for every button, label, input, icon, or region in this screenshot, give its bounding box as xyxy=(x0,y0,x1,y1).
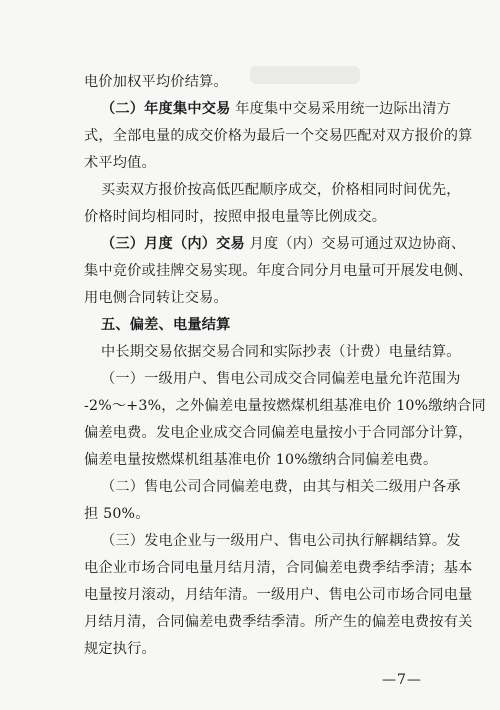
text-line: 电量按月滚动，月结年清。一级用户、售电公司市场合同电量 xyxy=(84,587,473,603)
text-line: 电价加权平均价结算。 xyxy=(84,74,228,90)
text-line: 中长期交易依据交易合同和实际抄表（计费）电量结算。 xyxy=(101,344,461,360)
text-line: 规定执行。 xyxy=(84,641,156,657)
scan-smudge xyxy=(250,66,360,84)
text-line: （三）月度（内）交易 月度（内）交易可通过双边协商、 xyxy=(101,236,466,252)
text-line: （三）发电企业与一级用户、售电公司执行解耦结算。发 xyxy=(101,533,461,549)
text-line: （一）一级用户、售电公司成交合同偏差电量允许范围为 xyxy=(101,371,461,387)
text-line: 月结月清，合同偏差电费季结季清。所产生的偏差电费按有关 xyxy=(84,614,473,630)
section-heading: （三）月度（内）交易 xyxy=(101,236,245,252)
text-line: 电企业市场合同电量月结月清，合同偏差电费季结季清；基本 xyxy=(84,560,473,576)
page-number: —7— xyxy=(382,672,422,688)
text-line: 担 50%。 xyxy=(84,506,150,522)
section-heading: （二）年度集中交易 xyxy=(101,101,231,117)
text-line: 偏差电费。发电企业成交合同偏差电量按小于合同部分计算， xyxy=(84,425,473,441)
text-line: 用电侧合同转让交易。 xyxy=(84,290,228,306)
section-title: 五、偏差、电量结算 xyxy=(101,317,231,333)
text-line: 偏差电量按燃煤机组基准电价 10%缴纳合同偏差电费。 xyxy=(84,452,438,468)
text-line: -2%～+3%，之外偏差电量按燃煤机组基准电价 10%缴纳合同 xyxy=(84,398,486,414)
text-line: 集中竞价或挂牌交易实现。年度合同分月电量可开展发电侧、 xyxy=(84,263,473,279)
text-line: （二）年度集中交易 年度集中交易采用统一边际出清方 xyxy=(101,101,452,117)
text-line: 术平均值。 xyxy=(84,155,156,171)
text-line: （二）售电公司合同偏差电费，由其与相关二级用户各承 xyxy=(101,479,461,495)
text-line: 价格时间均相同时，按照申报电量等比例成交。 xyxy=(84,209,387,225)
text-line: 买卖双方报价按高低匹配顺序成交，价格相同时间优先， xyxy=(101,182,461,198)
text-line: 式，全部电量的成交价格为最后一个交易匹配对双方报价的算 xyxy=(84,128,473,144)
